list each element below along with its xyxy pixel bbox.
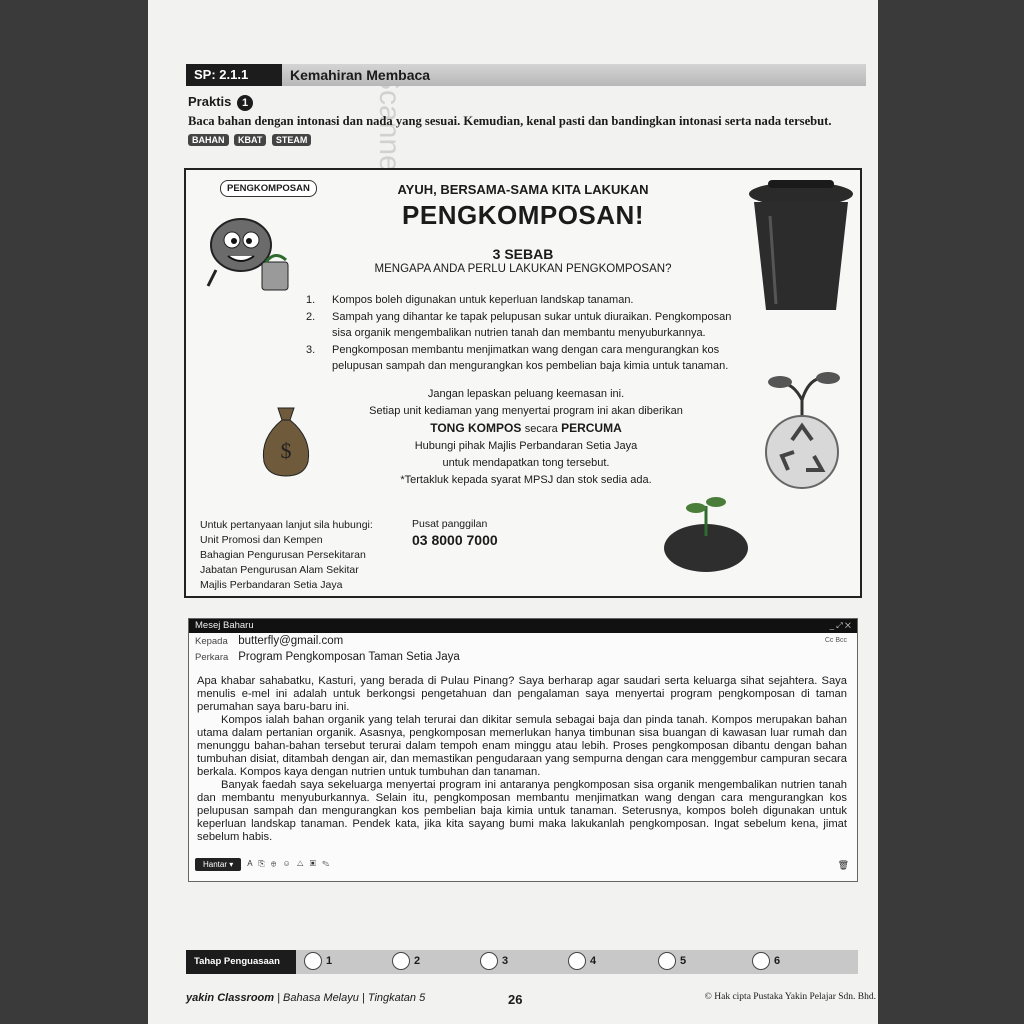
footer-brand bbox=[186, 992, 425, 1004]
contact-line: Bahagian Pengurusan Persekitaran bbox=[200, 549, 366, 561]
offer-bold: PERCUMA bbox=[561, 421, 622, 435]
contact-block bbox=[200, 518, 373, 593]
contact-line: Majlis Perbandaran Setia Jaya bbox=[200, 579, 343, 591]
praktis-label bbox=[188, 94, 253, 111]
send-label: Hantar bbox=[203, 859, 228, 869]
level-checkbox[interactable] bbox=[568, 952, 586, 970]
contact-line: Jabatan Pengurusan Alam Sekitar bbox=[200, 564, 359, 576]
level-number: 4 bbox=[590, 955, 597, 967]
list-number: 1. bbox=[306, 294, 316, 306]
level-checkbox[interactable] bbox=[480, 952, 498, 970]
tag-bahan: BAHAN bbox=[188, 134, 229, 146]
brand-name: yakin bbox=[186, 992, 215, 1004]
to-field[interactable]: butterfly@gmail.com bbox=[238, 635, 344, 647]
reasons-subtitle: MENGAPA ANDA PERLU LAKUKAN PENGKOMPOSAN? bbox=[374, 263, 672, 275]
level-number: 3 bbox=[502, 955, 509, 967]
section-code: SP: 2.1.1 bbox=[186, 64, 282, 86]
svg-text:$: $ bbox=[280, 438, 292, 463]
footer-subject: | Bahasa Melayu | Tingkatan 5 bbox=[277, 992, 426, 1004]
section-title: Kemahiran Membaca bbox=[290, 67, 431, 83]
email-compose-window bbox=[188, 618, 858, 882]
praktis-number: 1 bbox=[237, 95, 253, 111]
email-window-title: Mesej Baharu bbox=[195, 620, 254, 631]
poster-title: PENGKOMPOSAN! bbox=[402, 200, 644, 230]
copyright-text: © Hak cipta Pustaka Yakin Pelajar Sdn. Bhd. bbox=[704, 992, 876, 1002]
level-checkbox[interactable] bbox=[392, 952, 410, 970]
list-item bbox=[306, 292, 746, 308]
section-header bbox=[186, 64, 866, 86]
cc-bcc-link[interactable]: Cc Bcc bbox=[824, 637, 847, 644]
offer-note: *Tertakluk kepada syarat MPSJ dan stok sedia ada. bbox=[400, 474, 652, 486]
level-4[interactable] bbox=[568, 952, 596, 970]
list-text: Kompos boleh digunakan untuk keperluan landskap tanaman. bbox=[332, 294, 634, 306]
subject-field[interactable]: Program Pengkomposan Taman Setia Jaya bbox=[238, 651, 460, 663]
offer-bold: TONG KOMPOS bbox=[430, 421, 522, 435]
list-item bbox=[306, 309, 746, 341]
email-titlebar bbox=[189, 619, 857, 633]
offer-line: Jangan lepaskan peluang keemasan ini. bbox=[427, 388, 625, 400]
tag-steam: STEAM bbox=[272, 134, 312, 146]
list-text: Pengkomposan membantu menjimatkan wang dengan cara mengurangkan kos pelupusan sampah dan mengurangkan kos pembelian baja kimia untuk tanaman. bbox=[332, 344, 729, 372]
email-paragraph: Apa khabar sahabatku, Kasturi, yang berada di Pulau Pinang? Saya berharap agar saudari serta keluarga sihat sejahtera. Saya menulis e-mel ini adalah untuk berkongsi pengetahuan dan pengalaman saya menyertai program pengkomposan di taman perumahan saya baru-baru ini. bbox=[197, 675, 847, 713]
level-checkbox[interactable] bbox=[304, 952, 322, 970]
reasons-list bbox=[306, 292, 746, 375]
soil-plant-illustration bbox=[656, 476, 756, 576]
list-number: 3. bbox=[306, 344, 316, 356]
page-number: 26 bbox=[508, 992, 523, 1007]
email-to-row[interactable] bbox=[189, 635, 857, 649]
subject-label: Perkara bbox=[195, 652, 229, 663]
list-item bbox=[306, 342, 746, 374]
send-button[interactable]: Hantar ▾ bbox=[195, 858, 241, 871]
character-label: PENGKOMPOSAN bbox=[220, 180, 317, 197]
reasons-title: 3 SEBAB bbox=[492, 246, 554, 262]
level-number: 2 bbox=[414, 955, 421, 967]
list-number: 2. bbox=[306, 311, 316, 323]
format-icons[interactable]: A ⎘ ⊕ ☺ △ ▣ ✎ bbox=[247, 859, 332, 868]
level-6[interactable] bbox=[752, 952, 780, 970]
offer-line: untuk mendapatkan tong tersebut. bbox=[442, 457, 610, 469]
compost-bin-illustration bbox=[746, 176, 856, 316]
level-3[interactable] bbox=[480, 952, 508, 970]
window-controls[interactable]: _ ⤢ ✕ bbox=[829, 621, 851, 630]
list-text: Sampah yang dihantar ke tapak pelupusan sukar untuk diuraikan. Pengkomposan sisa organik mengembalikan nutrien tanah dan membantu menyuburkannya. bbox=[332, 311, 732, 339]
phone-number: 03 8000 7000 bbox=[412, 532, 498, 548]
email-subject-row[interactable] bbox=[189, 651, 857, 665]
level-checkbox[interactable] bbox=[658, 952, 676, 970]
offer-line: Hubungi pihak Majlis Perbandaran Setia Jaya bbox=[414, 440, 638, 452]
tag-list bbox=[188, 134, 314, 146]
textbook-page bbox=[148, 0, 878, 1024]
call-center bbox=[412, 518, 498, 548]
level-number: 1 bbox=[326, 955, 333, 967]
trash-icon[interactable]: 🗑 bbox=[837, 860, 849, 870]
offer-line: Setiap unit kediaman yang menyertai program ini akan diberikan bbox=[369, 405, 683, 417]
tag-kbat: KBAT bbox=[234, 134, 266, 146]
email-body[interactable] bbox=[197, 675, 847, 844]
praktis-text: Praktis bbox=[188, 94, 232, 109]
offer-highlight bbox=[306, 420, 746, 438]
email-toolbar bbox=[195, 857, 331, 871]
recycle-globe-illustration bbox=[752, 360, 852, 490]
level-number: 6 bbox=[774, 955, 781, 967]
email-paragraph: Kompos ialah bahan organik yang telah terurai dan dikitar semula sebagai baja dan pinda tanah. Kompos merupakan bahan utama dalam pertanian organik. Asasnya, pengkomposan memerlukan hanya timbunan sisa buangan di kawasan luar rumah dan menunggu bahan-bahan tersebut terurai dalam tempoh enam minggu atau lebih. Proses pengkomposan dibantu dengan bahan tumbuhan disiat, ditambah dengan air, dan memastikan pengudaraan yang sempurna dengan cara menggembur campuran secara berkala. Kompos kaya dengan nutrien untuk tumbuhan dan tanaman. bbox=[197, 714, 847, 778]
call-label: Pusat panggilan bbox=[412, 518, 488, 530]
brand-name-2: Classroom bbox=[217, 992, 275, 1004]
mastery-label: Tahap Penguasaan bbox=[186, 950, 296, 974]
level-number: 5 bbox=[680, 955, 687, 967]
instruction-text: Baca bahan dengan intonasi dan nada yang sesuai. Kemudian, kenal pasti dan bandingkan intonasi serta nada tersebut. bbox=[188, 114, 832, 128]
offer-block bbox=[306, 386, 746, 489]
contact-line: Untuk pertanyaan lanjut sila hubungi: bbox=[200, 519, 373, 531]
contact-line: Unit Promosi dan Kempen bbox=[200, 534, 323, 546]
level-checkbox[interactable] bbox=[752, 952, 770, 970]
to-label: Kepada bbox=[195, 636, 228, 647]
level-5[interactable] bbox=[658, 952, 686, 970]
level-1[interactable] bbox=[304, 952, 332, 970]
compost-poster bbox=[184, 168, 862, 598]
offer-mid: secara bbox=[524, 423, 558, 435]
level-2[interactable] bbox=[392, 952, 420, 970]
mastery-level-bar bbox=[186, 950, 858, 974]
poster-subtitle: AYUH, BERSAMA-SAMA KITA LAKUKAN bbox=[397, 182, 649, 197]
email-paragraph: Banyak faedah saya sekeluarga menyertai program ini antaranya pengkomposan sisa organik mengembalikan nutrien tanah dan membantu menyuburkannya. Selain itu, pengkomposan membantu menjimatkan wang dengan cara mengurangkan kos pelupusan sampah dan mengurangkan kos pembelian baja kimia untuk tanaman. Seterusnya, kompos boleh digunakan untuk keperluan landskap tanaman. Pendek kata, jika kita sayang bumi maka lakukanlah pengkomposan. Ingat sebelum kena, jimat sebelum habis. bbox=[197, 779, 847, 843]
